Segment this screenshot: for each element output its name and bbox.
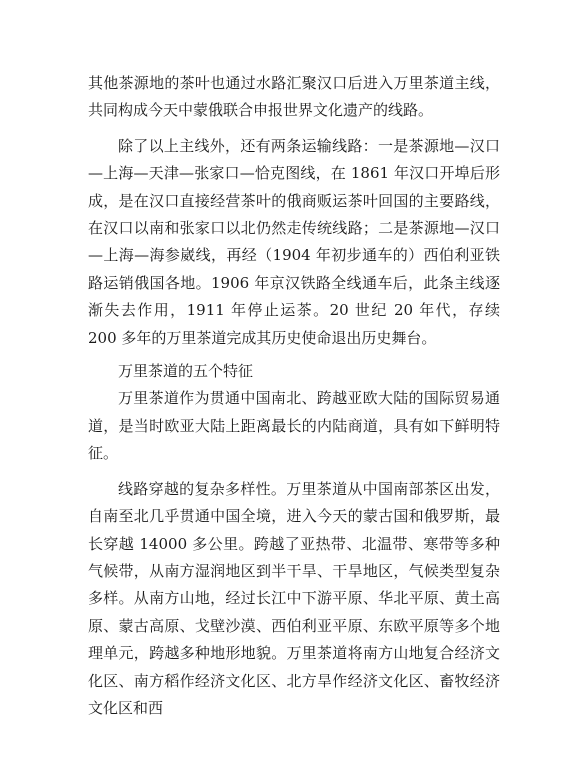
paragraph-4: 线路穿越的复杂多样性。万里茶道从中国南部茶区出发，自南至北几乎贯通中国全境，进入今天的蒙古国和俄罗斯，最长穿越 14000 多公里。跨越了亚热带、北温带、寒带等多种气候带，从南方湿润地区到半干旱、干旱地区，气候类型复杂多样。从南方山地，经过长江中下游平原、华北平原、黄土高原、蒙古高原、戈壁沙漠、西伯利亚平原、东欧平原等多个地理单元，跨越多种地形地貌。万里茶道将南方山地复合经济文化区、南方稻作经济文化区、北方旱作经济文化区、畜牧经济文化区和西 <box>88 479 500 717</box>
paragraph-3: 万里茶道作为贯通中国南北、跨越亚欧大陆的国际贸易通道，是当时欧亚大陆上距离最长的内陆商道，具有如下鲜明特征。 <box>88 389 500 463</box>
document-body <box>88 70 500 722</box>
paragraph-2: 除了以上主线外，还有两条运输线路：一是茶源地—汉口—上海—天津—张家口—恰克图线，在 1861 年汉口开埠后形成，是在汉口直接经营茶叶的俄商贩运茶叶回国的主要路线，在汉口以南和张家口以北仍然走传统线路；二是茶源地—汉口—上海—海参崴线，再经（1904 年初步通车的）西伯利亚铁路运销俄国各地。1906 年京汉铁路全线通车后，此条主线逐渐失去作用，1911 年停止运茶。20 世纪 20 年代，存续 200 多年的万里茶道完成其历史使命退出历史舞台。 <box>88 136 500 347</box>
paragraph-1: 其他茶源地的茶叶也通过水路汇聚汉口后进入万里茶道主线，共同构成今天中蒙俄联合申报世界文化遗产的线路。 <box>88 74 500 120</box>
section-heading: 万里茶道的五个特征 <box>118 362 254 381</box>
